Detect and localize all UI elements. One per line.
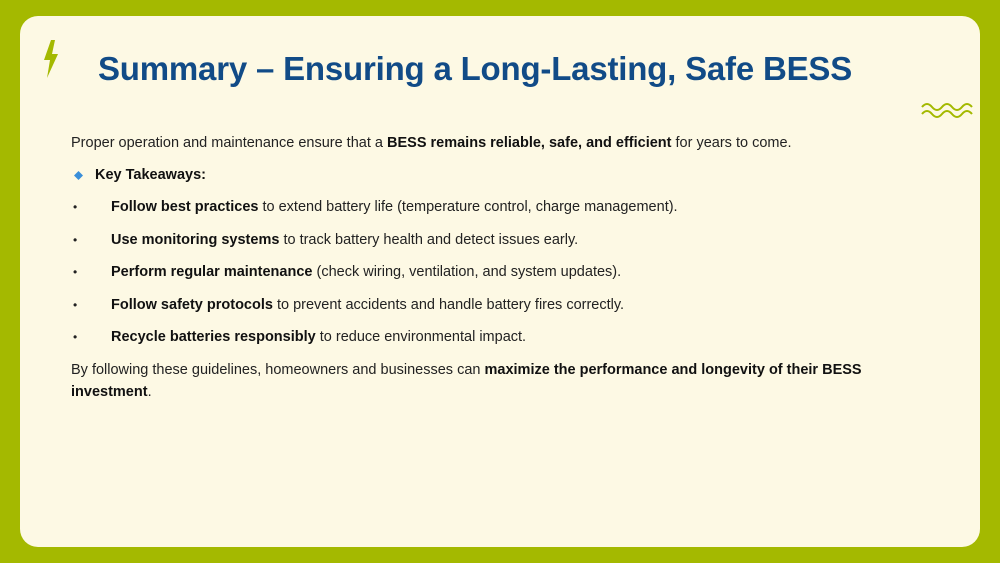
bullet-marker: • [73, 297, 78, 312]
bullet-bold: Use monitoring systems [111, 231, 280, 248]
bullet-text: to track battery health and detect issues early. [279, 231, 579, 248]
closing-paragraph [71, 359, 921, 403]
bullet-text: to reduce environmental impact. [315, 329, 527, 345]
intro-bold: BESS remains reliable, safe, and efficient [387, 135, 672, 151]
closing-bold: maximize the performance and longevity of their BESS investment [71, 361, 862, 400]
intro-paragraph [71, 132, 921, 154]
bullet-text: to prevent accidents and handle battery fires correctly. [272, 296, 625, 313]
list-item [71, 196, 921, 218]
list-item [71, 229, 921, 251]
blue-diamond-icon [74, 171, 83, 180]
bullet-marker: • [73, 330, 78, 344]
slide-body [71, 132, 921, 413]
bullet-bold: Perform regular maintenance [111, 264, 313, 280]
bullet-text: (check wiring, ventilation, and system updates). [312, 264, 622, 280]
bullet-bold: Follow safety protocols [111, 296, 273, 313]
list-item [71, 326, 921, 348]
takeaways-list [71, 196, 921, 348]
closing-text: By following these guidelines, homeowners and businesses can [71, 361, 485, 378]
bullet-marker: • [73, 232, 78, 247]
closing-tail: . [147, 383, 152, 400]
wave-lines-icon [920, 100, 980, 120]
lightning-bolt-icon [42, 40, 60, 78]
takeaways-heading [74, 164, 921, 186]
slide [20, 16, 980, 547]
page-title: Summary – Ensuring a Long-Lasting, Safe BESS [98, 50, 853, 87]
bullet-bold: Follow best practices [111, 199, 259, 215]
takeaways-heading-label: Key Takeaways: [95, 167, 206, 183]
bullet-marker: • [73, 200, 78, 214]
intro-tail: for years to come. [671, 135, 792, 151]
bullet-text: to extend battery life (temperature control, charge management). [258, 199, 678, 215]
bullet-bold: Recycle batteries responsibly [111, 329, 316, 345]
list-item [71, 261, 921, 283]
intro-text: Proper operation and maintenance ensure that a [71, 135, 387, 151]
list-item [71, 294, 921, 316]
bullet-marker: • [73, 265, 78, 279]
